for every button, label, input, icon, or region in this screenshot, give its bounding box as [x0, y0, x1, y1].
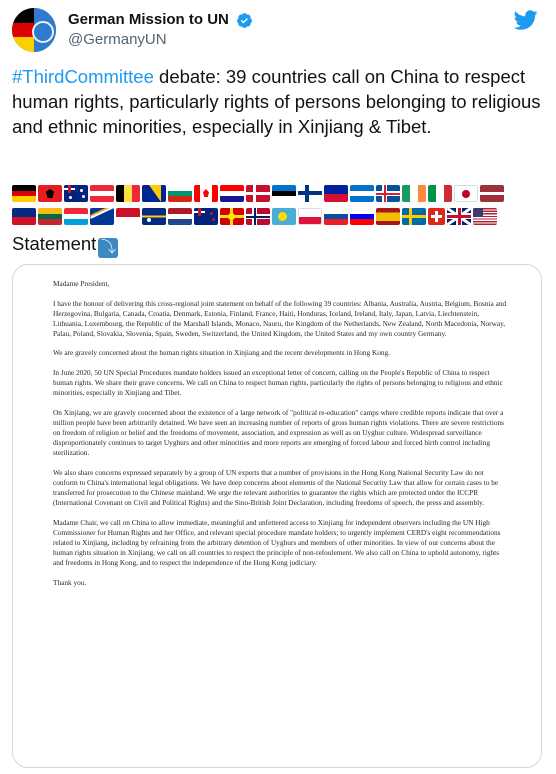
palau-flag-icon	[272, 208, 296, 225]
australia-flag-icon	[64, 185, 88, 202]
monaco-flag-icon	[116, 208, 140, 225]
switzerland-flag-icon	[428, 208, 445, 225]
country-flags	[12, 184, 542, 230]
albania-flag-icon	[38, 185, 62, 202]
north-macedonia-flag-icon	[220, 208, 244, 225]
estonia-flag-icon	[272, 185, 296, 202]
united-states-flag-icon	[473, 208, 497, 225]
united-kingdom-flag-icon	[447, 208, 471, 225]
statement-label: Statement	[12, 233, 97, 254]
verified-badge-icon	[236, 12, 253, 29]
account-handle[interactable]: @GermanyUN	[68, 31, 167, 48]
bulgaria-flag-icon	[168, 185, 192, 202]
austria-flag-icon	[90, 185, 114, 202]
finland-flag-icon	[298, 185, 322, 202]
statement-document	[53, 279, 509, 597]
germany-flag-icon	[12, 8, 34, 52]
doc-closing: Thank you.	[53, 577, 87, 587]
tweet-header	[12, 8, 544, 52]
doc-paragraph: We also share concerns expressed separately by a group of UN experts that a number of provisions in the Hong Kong National Security Law do not conform to China's international legal obligations. We have deep concerns about elements of the National Security Law that allow for certain cases to be transferred for prosecution to the Chinese mainland. We urge the relevant authorities to guarantee the rights which are protected under the ICCPR (International Covenant on Civil and Political Rights) and the Sino-British Joint Declaration, including freedoms of speech, the press and assembly.	[53, 467, 499, 508]
doc-salutation: Madame President,	[53, 279, 110, 288]
doc-paragraph: On Xinjiang, we are gravely concerned about the existence of a large network of "political re-education" camps where credible reports indicate that over a million people have been arbitrarily detained. We have seen an increasing number of reports of gross human rights violations. There are severe restrictions on freedom of religion or belief and the freedoms of movement, association, and expression as well as on Uyghur culture. Widespread surveillance disproportionately continues to target Uyghurs and other minorities and more reports are emerging of forced labour and forced birth control including sterilization.	[53, 407, 504, 458]
slovakia-flag-icon	[324, 208, 348, 225]
arrow-right-hook-icon: ⤵	[98, 238, 118, 258]
statement-line	[12, 232, 118, 258]
honduras-flag-icon	[350, 185, 374, 202]
ireland-flag-icon	[402, 185, 426, 202]
tweet-body: debate: 39 countries call on China to respect human rights, particularly rights of persons belonging to religious and ethnic minorities, especially in Xinjiang & Tibet.	[12, 66, 541, 137]
luxembourg-flag-icon	[64, 208, 88, 225]
liechtenstein-flag-icon	[12, 208, 36, 225]
norway-flag-icon	[246, 208, 270, 225]
germany-flag-icon	[12, 185, 36, 202]
japan-flag-icon	[454, 185, 478, 202]
italy-flag-icon	[428, 185, 452, 202]
tweet-text	[12, 64, 542, 139]
doc-paragraph: In June 2020, 50 UN Special Procedures mandate holders issued an exceptional letter of concern, calling on the People's Republic of China to respect human rights. We share their grave concerns. We call on China to respect human rights, particularly the rights of persons belonging to religious and ethnic minorities, especially in Xinjiang and Tibet.	[53, 368, 503, 398]
doc-paragraph: We are gravely concerned about the human rights situation in Xinjiang and the recent developments in Hong Kong.	[53, 348, 390, 358]
twitter-bird-icon[interactable]	[514, 8, 538, 32]
croatia-flag-icon	[220, 185, 244, 202]
germany-un-avatar[interactable]	[12, 8, 56, 52]
flags-row-1	[12, 184, 542, 203]
sweden-flag-icon	[402, 208, 426, 225]
doc-paragraph: I have the honour of delivering this cross-regional joint statement on behalf of the following 39 countries: Albania, Australia, Austria, Belgium, Bosnia and Herzegovina, Bulgaria, Canada, Croatia, Denmark, Estonia, Finland, France, Haiti, Honduras, Iceland, Ireland, Italy, Japan, Latvia, Liechtenstein, Lithuania, Luxembourg, the Republic of the Marshall Islands, Monaco, Nauru, the Kingdom of the Netherlands, New Zealand, North Macedonia, Norway, Palau, Poland, Slovakia, Slovenia, Spain, Sweden, Switzerland, the United Kingdom, the United States and my own country Germany.	[53, 298, 507, 338]
statement-image[interactable]	[12, 264, 542, 768]
doc-paragraph: Madame Chair, we call on China to allow immediate, meaningful and unfettered access to Xinjiang for independent observers including the UN High Commissioner for Human Rights and her Office, and relevant special procedure mandate holders; to urgently implement CERD's eight recommendations related to Xinjiang, including by refraining from the arbitrary detention of Uyghurs and members of other minorities. In view of our concerns about the human rights situation in Xinjiang, we call on all countries to respect the principle of non-refoulement. We also call on China to uphold autonomy, rights and freedoms in Hong Kong, and to respect the independence of the Hong Kong judiciary.	[53, 517, 501, 568]
display-name[interactable]: German Mission to UN	[68, 11, 229, 28]
lithuania-flag-icon	[38, 208, 62, 225]
flags-row-2	[12, 207, 542, 226]
poland-flag-icon	[298, 208, 322, 225]
netherlands-flag-icon	[168, 208, 192, 225]
latvia-flag-icon	[480, 185, 504, 202]
account-names	[68, 10, 253, 50]
iceland-flag-icon	[376, 185, 400, 202]
haiti-flag-icon	[324, 185, 348, 202]
belgium-flag-icon	[116, 185, 140, 202]
bosnia-and-herzegovina-flag-icon	[142, 185, 166, 202]
denmark-flag-icon	[246, 185, 270, 202]
canada-flag-icon	[194, 185, 218, 202]
new-zealand-flag-icon	[194, 208, 218, 225]
un-emblem-icon	[34, 8, 56, 52]
nauru-flag-icon	[142, 208, 166, 225]
slovenia-flag-icon	[350, 208, 374, 225]
marshall-islands-flag-icon	[90, 208, 114, 225]
hashtag-link[interactable]: #ThirdCommittee	[12, 66, 154, 87]
spain-flag-icon	[376, 208, 400, 225]
